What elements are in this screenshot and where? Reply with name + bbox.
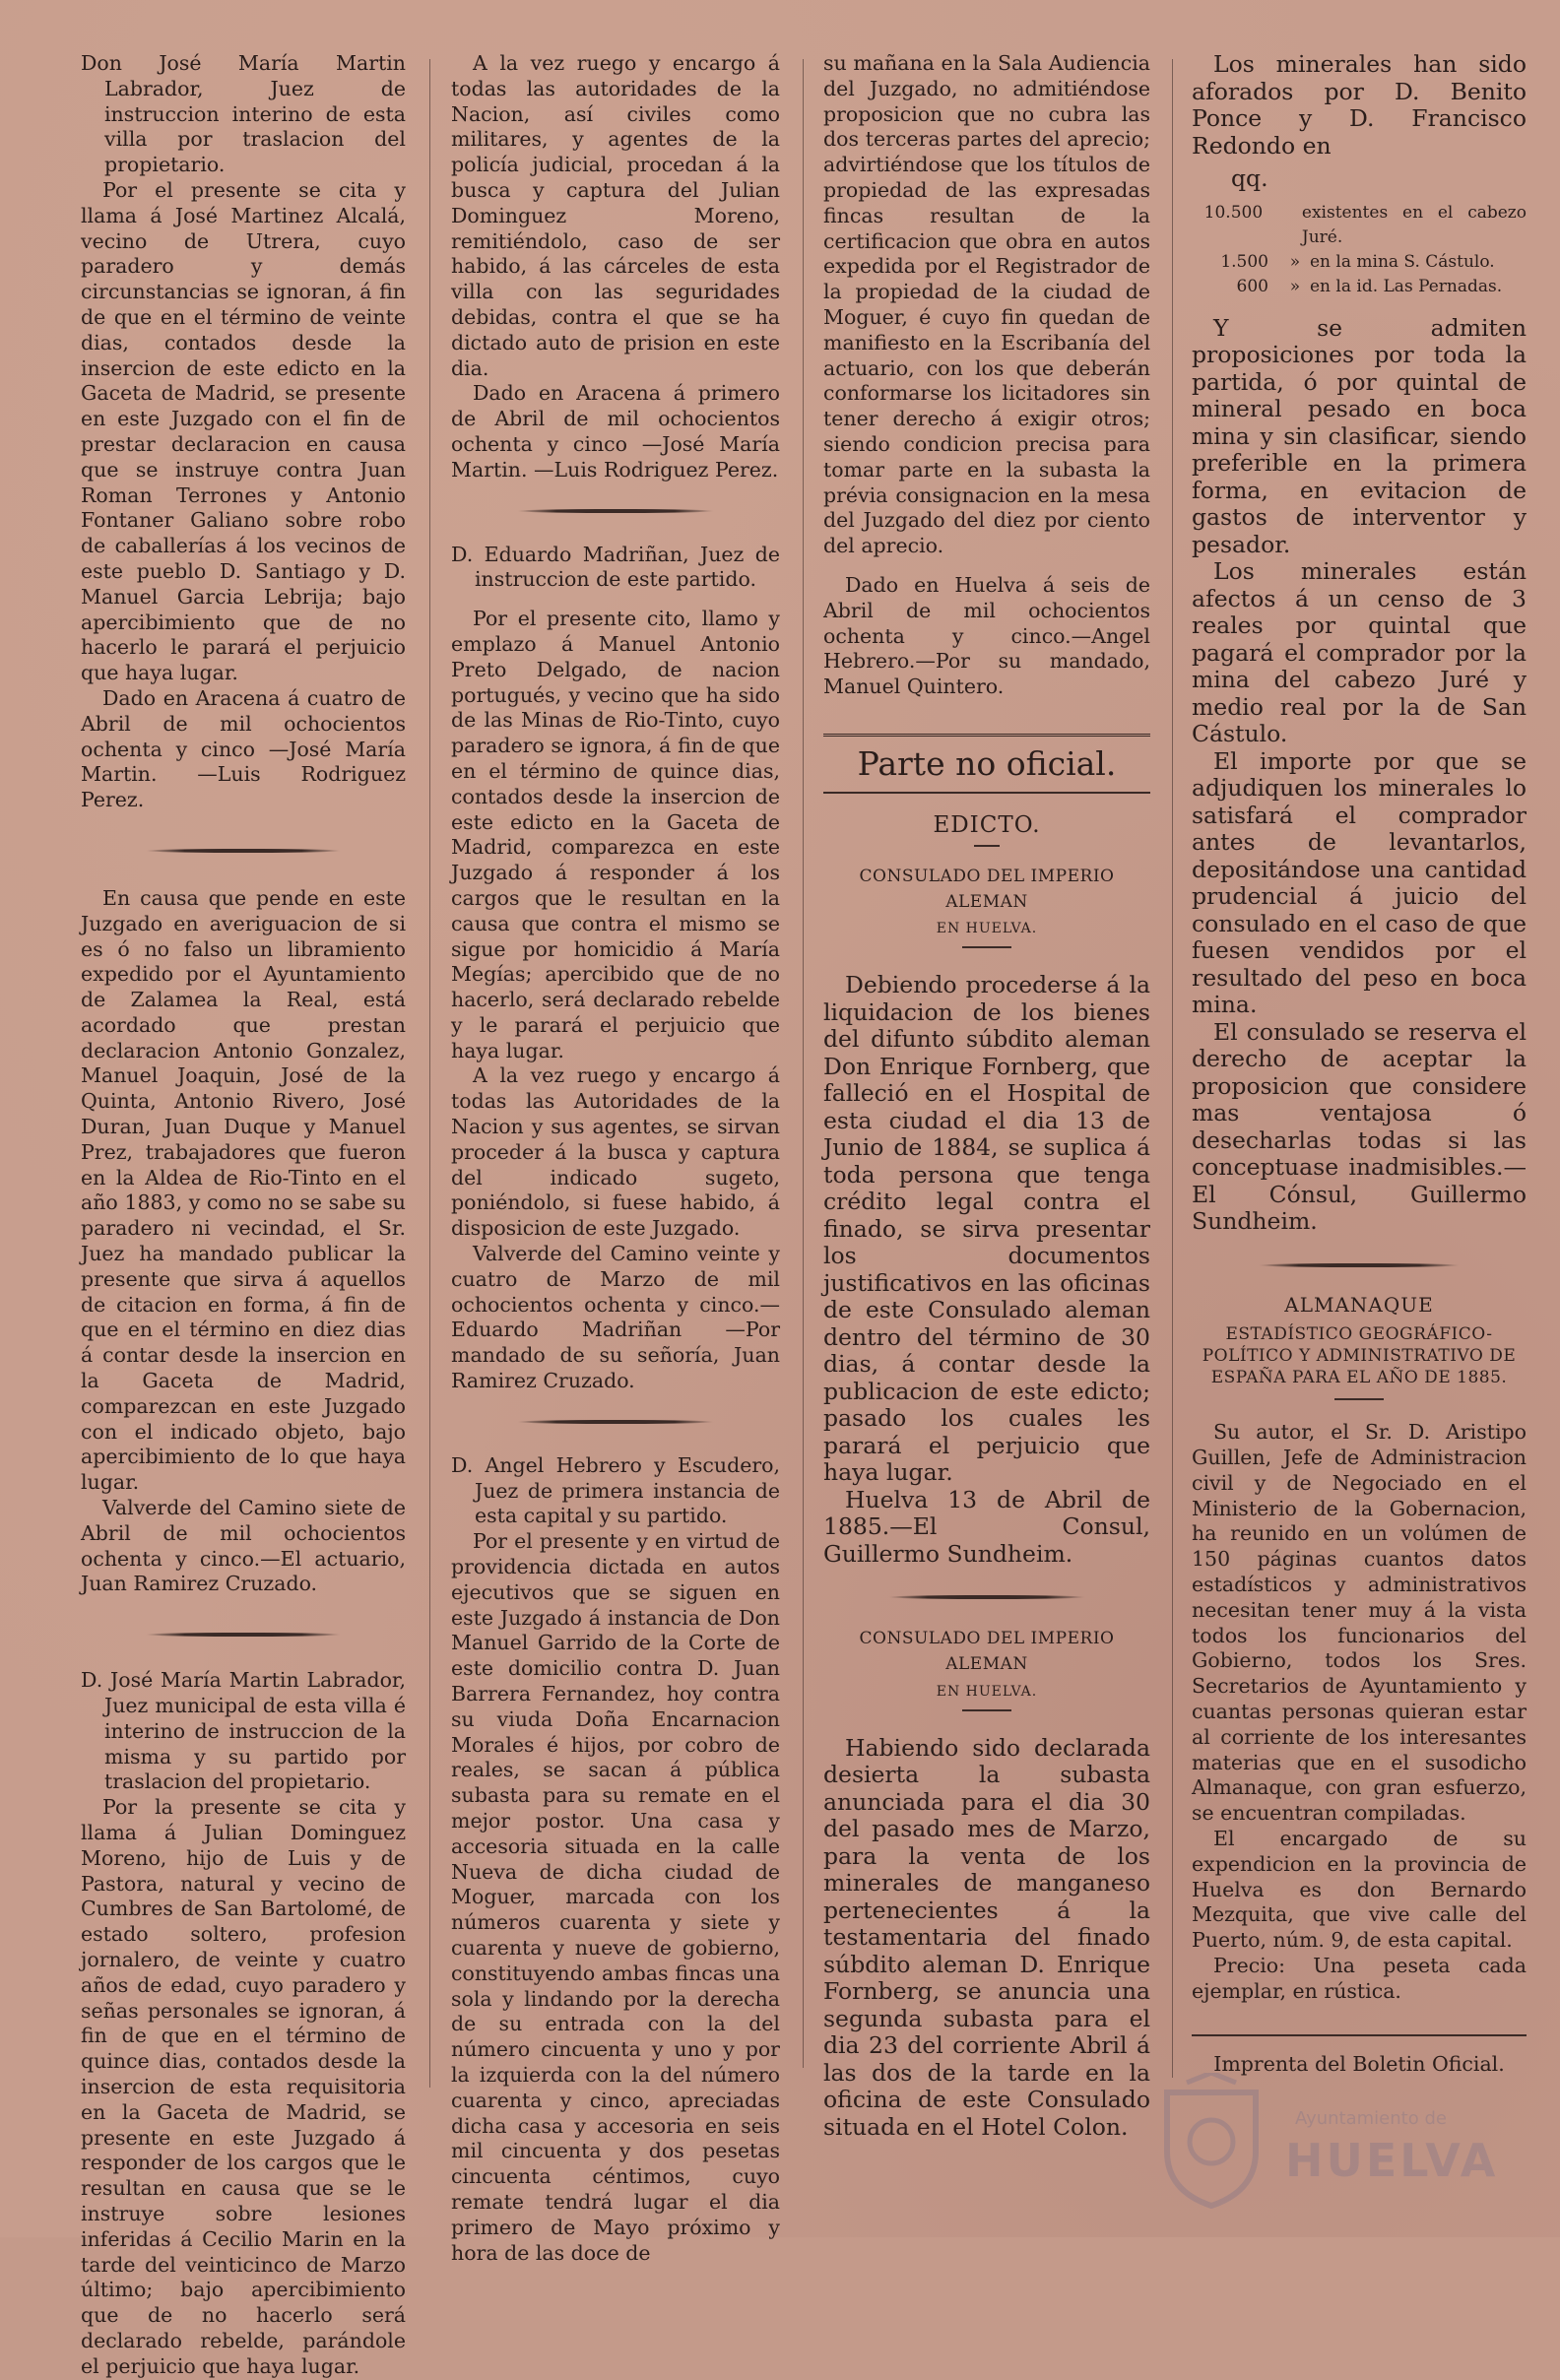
- edict-body: A la vez ruego y encargo á todas las autoridades de la Nacion, así civiles como militares, y agentes de la policía judicial, procedan á la busca y captura del Julian Dominguez Moreno, remitiéndolo, caso de ser habido, á las cárceles de esta villa con las seguridades debidas, contra el que se ha dictado auto de prision en este dia.: [451, 51, 780, 380]
- table-cell: 600: [1236, 276, 1268, 296]
- column-divider: [1172, 59, 1173, 2078]
- coat-of-arms-icon: [1157, 2073, 1266, 2211]
- column-divider: [429, 59, 430, 2088]
- watermark-line1: Ayuntamiento de: [1295, 2108, 1447, 2129]
- table-cell: 10.500: [1203, 202, 1264, 223]
- consulate-heading: CONSULADO DEL IMPERIO ALEMAN: [859, 1629, 1115, 1674]
- consulate-subheading: EN HUELVA.: [936, 1683, 1038, 1700]
- edict-date: Dado en Huelva á seis de Abril de mil ochocientos ochenta y cinco.—Angel Hebrero.—Por su mandado, Manuel Quintero.: [823, 572, 1150, 699]
- edict-body: A la vez ruego y encargo á todas las Autoridades de la Nacion y sus agentes, se sirvan proceder á la busca y captura del indicado sugeto, poniéndolo, si fuese habido, á disposicion de este Juzgado.: [451, 1063, 780, 1241]
- notice-body: Los minerales han sido aforados por D. Benito Ponce y D. Francisco Redondo en: [1192, 50, 1527, 160]
- almanac-body: El encargado de su expendicion en la provincia de Huelva es don Bernardo Mezquita, que vive calle del Puerto, núm. 9, de esta capital.: [1192, 1827, 1527, 1953]
- edict-heading: D. Eduardo Madriñan, Juez de instruccion de este partido.: [451, 542, 780, 592]
- separator: [517, 1420, 714, 1424]
- edict-heading: D. José María Martin Labrador, Juez municipal de esta villa é interino de instruccion de la misma y su partido por traslacion del propietario.: [81, 1668, 406, 1794]
- short-rule: [962, 946, 1011, 948]
- printer-imprint: Imprenta del Boletin Oficial.: [1213, 2051, 1505, 2076]
- footer-rule: [1192, 2034, 1527, 2036]
- column-divider: [803, 59, 804, 2068]
- table-cell: 1.500: [1220, 251, 1268, 272]
- column-3: [823, 51, 1150, 2141]
- notice-body: Habiendo sido declarada desierta la subasta anunciada para el dia 30 del pasado mes de Marzo, para la venta de los minerales de manganeso pertenecientes á la testamentaria del finado súbdito aleman D. Enrique Fornberg, se anuncia una segunda subasta para el dia 23 del corriente Abril á las dos de la tarde en la oficina de este Consulado situada en el Hotel Colon.: [823, 1733, 1150, 2141]
- qq-label: qq.: [1231, 164, 1268, 192]
- edict-body: Por el presente cito, llamo y emplazo á Manuel Antonio Preto Delgado, de nacion portugués, y vecino que ha sido de las Minas de Rio-Tinto, cuyo paradero se ignora, á fin de que en el término de quince dias, contados desde la insercion de este edicto en la Gaceta de Madrid, comparezca en este Juzgado á responder á los cargos que le resultan en la causa que contra el mismo se sigue por homicidio á María Megías; apercibido que de no hacerlo, será declarado rebelde y le parará el perjuicio que haya lugar.: [451, 607, 780, 1062]
- section-title: Parte no oficial.: [823, 734, 1150, 794]
- separator: [146, 1633, 341, 1637]
- notice-body: Los minerales están afectos á un censo de 3 reales por quintal que pagará el comprador por la mina del cabezo Juré y medio real por la de San Cástulo.: [1192, 557, 1527, 747]
- notice-body: Y se admiten proposiciones por toda la partida, ó por quintal de mineral pesado en boca mina y sin clasificar, siendo preferible en la primera forma, en evitacion de gastos de interventor y pesador.: [1192, 313, 1527, 558]
- almanac-subtitle: ESTADÍSTICO GEOGRÁFICO-POLÍTICO Y ADMINISTRATIVO DE ESPAÑA PARA EL AÑO DE 1885.: [1202, 1324, 1517, 1388]
- consulate-heading: CONSULADO DEL IMPERIO ALEMAN: [859, 866, 1115, 912]
- edict-body: Por el presente se cita y llama á José Martinez Alcalá, vecino de Utrera, cuyo paradero y demás circunstancias se ignoran, á fin de que en el término de veinte dias, contados desde la insercion de este edicto en la Gaceta de Madrid, se presente en este Juzgado con el fin de prestar declaracion en causa que se instruye contra Juan Roman Terrones y Antonio Fontaner Galiano sobre robo de caballerías á los vecinos de este pueblo D. Santiago y D. Manuel Garcia Lebrija; bajo apercibimiento que de no hacerlo le parará el perjuicio que haya lugar.: [81, 177, 406, 685]
- table-cell: existentes en el cabezo Juré.: [1301, 202, 1527, 247]
- almanac-title: ALMANAQUE: [1284, 1292, 1434, 1317]
- edict-date: Dado en Aracena á primero de Abril de mil ochocientos ochenta y cinco —José María Martin. —Luis Rodriguez Perez.: [451, 381, 780, 482]
- consulate-subheading: EN HUELVA.: [936, 921, 1038, 937]
- table-cell: »: [1289, 276, 1301, 296]
- watermark-line2: HUELVA: [1285, 2134, 1499, 2187]
- table-row: [1192, 201, 1527, 250]
- almanac-body: Su autor, el Sr. D. Aristipo Guillen, Jefe de Administracion civil y de Negociado en el Ministerio de la Gobernacion, ha reunido en un volúmen de 150 páginas cuantos datos estadísticos y administrativos necesitan tener muy á la vista todos los funcionarios del Gobierno, todos los Sres. Secretarios de Ayuntamiento y cuantas personas quieran estar al corriente de los interesantes materias que en el susodicho Almanaque, con gran esfuerzo, se encuentran compiladas.: [1192, 1420, 1527, 1826]
- table-cell: »: [1289, 251, 1301, 272]
- notice-body: El consulado se reserva el derecho de aceptar la proposicion que considere mas ventajosa ó desecharlas todas si las conceptuase inadmisibles.—El Cónsul, Guillermo Sundheim.: [1192, 1017, 1527, 1235]
- table-row: [1192, 250, 1527, 275]
- column-1: [81, 51, 406, 2380]
- separator: [146, 849, 341, 853]
- notice-date: Huelva 13 de Abril de 1885.—El Consul, Guillermo Sundheim.: [823, 1485, 1150, 1568]
- table-cell: en la id. Las Pernadas.: [1310, 276, 1503, 296]
- short-rule: [1334, 1398, 1384, 1400]
- notice-body: Debiendo procederse á la liquidacion de los bienes del difunto súbdito aleman Don Enrique Fornberg, que falleció en el Hospital de esta ciudad el dia 13 de Junio de 1884, se suplica á toda persona que tenga crédito legal contra el finado, se sirva presentar los documentos justificativos en las oficinas de este Consulado aleman dentro del término de 30 dias, á contar desde la publicacion de este edicto; pasado los cuales les parará el perjuicio que haya lugar.: [823, 971, 1150, 1487]
- short-rule: [974, 845, 1000, 847]
- short-rule: [962, 1709, 1011, 1711]
- separator: [517, 509, 714, 513]
- edict-title: EDICTO.: [933, 811, 1041, 838]
- edict-heading: D. Angel Hebrero y Escudero, Juez de primera instancia de esta capital y su partido.: [451, 1452, 780, 1528]
- table-cell: [1274, 201, 1302, 250]
- table-row: [1192, 275, 1527, 299]
- minerals-table: [1192, 201, 1527, 299]
- table-cell: en la mina S. Cástulo.: [1310, 251, 1495, 272]
- city-council-watermark: [1157, 2073, 1499, 2220]
- edict-body: su mañana en la Sala Audiencia del Juzgado, no admitiéndose proposicion que no cubra las dos terceras partes del aprecio; advirtiéndose que los títulos de propiedad de las expresadas fincas resultan de la certificacion que obra en autos expedida por el Registrador de la propiedad de la ciudad de Moguer, é cuyo fin quedan de manifiesto en la Escribanía del actuario, con los que deberán conformarse los licitadores sin tener derecho á exigir otros; siendo condicion precisa para tomar parte en la subasta la prévia consignacion en la mesa del Juzgado del diez por ciento del aprecio.: [823, 51, 1150, 558]
- edict-body: Por la presente se cita y llama á Julian Dominguez Moreno, hijo de Luis y de Pastora, natural y vecino de Cumbres de San Bartolomé, de estado soltero, profesion jornalero, de veinte y cuatro años de edad, cuyo paradero y señas personales se ignoran, á fin de que en el término de quince dias, contados desde la insercion de esta requisitoria en la Gaceta de Madrid, se presente en este Juzgado á responder de los cargos que le resultan en causa que se le instruye sobre lesiones inferidas á Cecilio Marin en la tarde del veinticinco de Marzo último; bajo apercibimiento que de no hacerlo será declarado rebelde, parándole el perjuicio que haya lugar.: [81, 1795, 406, 2378]
- almanac-price: Precio: Una peseta cada ejemplar, en rústica.: [1192, 1954, 1527, 2003]
- column-2: [451, 51, 780, 2266]
- edict-date: Dado en Aracena á cuatro de Abril de mil ochocientos ochenta y cinco —José María Martin. —Luis Rodriguez Perez.: [81, 685, 406, 812]
- separator: [1259, 1263, 1460, 1267]
- edict-heading: Don José María Martin Labrador, Juez de instruccion interino de esta villa por traslacion del propietario.: [81, 51, 406, 177]
- column-4: [1192, 51, 1527, 2077]
- edict-date: Valverde del Camino siete de Abril de mil ochocientos ochenta y cinco.—El actuario, Juan Ramirez Cruzado.: [81, 1496, 406, 1596]
- edict-date: Valverde del Camino veinte y cuatro de Marzo de mil ochocientos ochenta y cinco.—Eduardo Madriñan —Por mandado de su señoría, Juan Ramirez Cruzado.: [451, 1242, 780, 1393]
- edict-body: En causa que pende en este Juzgado en averiguacion de si es ó no falso un libramiento expedido por el Ayuntamiento de Zalamea la Real, está acordado que prestan declaracion Antonio Gonzalez, Manuel Joaquin, José de la Quinta, Antonio Rivero, José Duran, Juan Duque y Manuel Prez, trabajadores que fueron en la Aldea de Rio-Tinto en el año 1883, y como no se sabe su paradero ni vecindad, el Sr. Juez ha mandado publicar la presente que sirva á aquellos de citacion en forma, á fin de que en el término en diez dias á contar desde la insercion en la Gaceta de Madrid, comparezcan en este Juzgado con el indicado objeto, bajo apercibimiento de lo que haya lugar.: [81, 885, 406, 1495]
- edict-body: Por el presente y en virtud de providencia dictada en autos ejecutivos que se siguen en este Juzgado á instancia de Don Manuel Garrido de la Corte de este domicilio contra D. Juan Barrera Fernandez, hoy contra su viuda Doña Encarnacion Morales é hijos, por cobro de reales, se sacan á pública subasta para su remate en el mejor postor. Una casa y accesoria situada en la calle Nueva de dicha ciudad de Moguer, marcada con los números cuarenta y siete y cuarenta y nueve de gobierno, constituyendo ambas fincas una sola y lindando por la derecha de su entrada con la del número cincuenta y uno y por la izquierda con la del número cuarenta y cinco, apreciadas dicha casa y accesoria en seis mil cincuenta y dos pesetas cincuenta céntimos, cuyo remate tendrá lugar el dia primero de Mayo próximo y hora de las doce de: [451, 1529, 780, 2265]
- separator: [888, 1595, 1084, 1599]
- notice-body: El importe por que se adjudiquen los minerales lo satisfará el comprador antes de levantarlos, depositándose una cantidad prudencial á juicio del consulado en el caso de que fuesen vendidos por el resultado del peso en boca mina.: [1192, 746, 1527, 1018]
